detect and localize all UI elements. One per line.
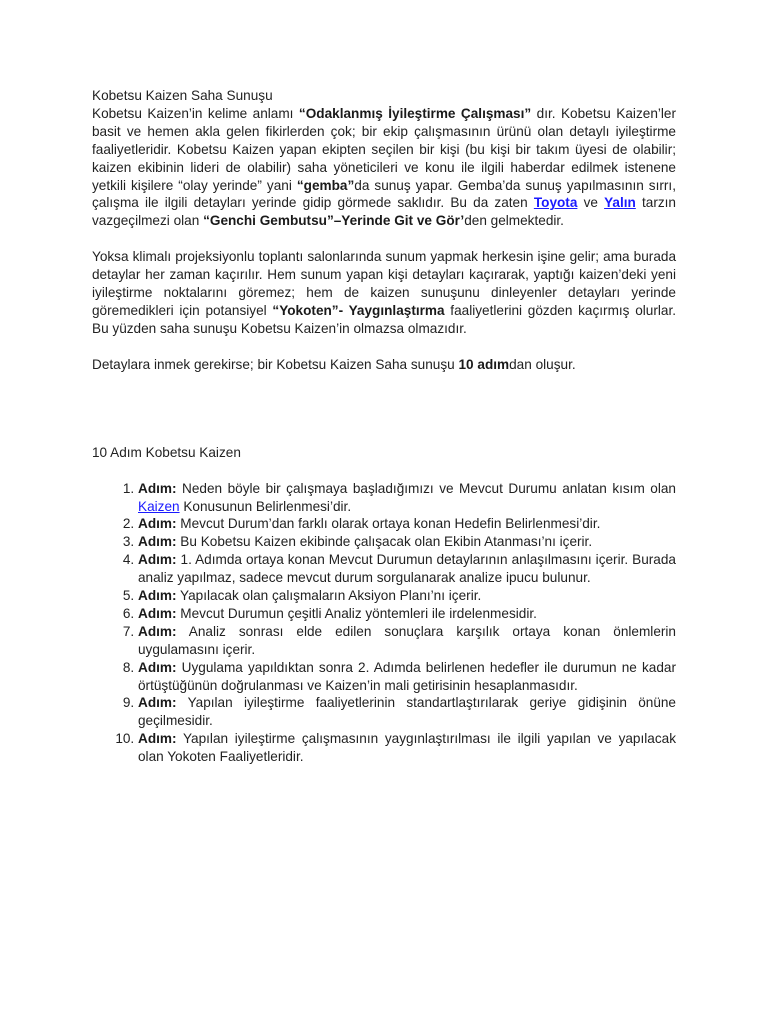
intro-text-3: da sunuş yapar. Gemba’da sunuş yapılmasının sırrı, çalışma ile ilgili detayları yerinde gidip görmede saklıdır. Bu da zaten <box>92 177 676 211</box>
yalin-link[interactable]: Yalın <box>604 195 636 211</box>
step-label: Adım: <box>138 588 177 604</box>
third-text-2: dan oluşur. <box>509 356 576 372</box>
intro-text-4: ve <box>577 195 605 211</box>
step-text: Yapılan iyileştirme çalışmasının yaygınlaştırılması ile ilgili yapılan ve yapılacak olan Yokoten Faaliyetleridir. <box>138 731 676 765</box>
step-item-5 <box>138 587 676 605</box>
step-item-7 <box>138 623 676 659</box>
intro-bold-1: “Odaklanmış İyileştirme Çalışması” <box>298 105 532 121</box>
section-gap <box>92 374 676 444</box>
intro-text-1: Kobetsu Kaizen’in kelime anlamı <box>92 105 299 121</box>
step-item-10 <box>138 730 676 766</box>
step-item-3 <box>138 533 676 551</box>
intro-text-5: tarzın vazgeçilmezi olan <box>92 195 676 229</box>
step-item-4 <box>138 551 676 587</box>
step-label: Adım: <box>138 605 177 621</box>
kaizen-link[interactable]: Kaizen <box>138 498 180 514</box>
step-item-2 <box>138 515 676 533</box>
intro-bold-3: “Genchi Gembutsu”–Yerinde Git ve Gör’ <box>203 213 465 229</box>
second-bold-1: “Yokoten”- Yaygınlaştırma <box>272 302 445 318</box>
step-label: Adım: <box>138 695 177 711</box>
step-text: 1. Adımda ortaya konan Mevcut Durumun detaylarının anlaşılmasını içerir. Burada analiz yapılmaz, sadece mevcut durum sorgulanarak analize ipucu bulunur. <box>138 552 676 586</box>
third-text-1: Detaylara inmek gerekirse; bir Kobetsu Kaizen Saha sunuşu <box>92 356 459 372</box>
intro-text-2: dır. Kobetsu Kaizen’ler basit ve hemen akla gelen fikirlerden çok; bir ekip çalışmasının ürünü olan detaylı iyileştirme faaliyetleridir. Kobetsu Kaizen yapan ekipten seçilen bir kişi (bu kişi bir takım üyesi de olabilir; kaizen ekibinin lideri de olabilir) saha yöneticileri ve konu ile ilgili haberdar edilmek istenene yetkili kişilere “olay yerinde” yani <box>92 105 677 193</box>
step-label: Adım: <box>138 480 177 496</box>
step-label: Adım: <box>138 516 177 532</box>
third-bold-1: 10 adım <box>458 356 510 372</box>
step-text: Neden böyle bir çalışmaya başladığımızı ve Mevcut Durumu anlatan kısım olan <box>176 480 676 496</box>
step-item-9 <box>138 694 676 730</box>
step-text: Mevcut Durumun çeşitli Analiz yöntemleri ile irdelenmesidir. <box>176 605 537 621</box>
step-label: Adım: <box>138 731 177 747</box>
second-paragraph <box>92 248 676 338</box>
second-text-2: faaliyetlerini gözden kaçırmış olurlar. Bu yüzden saha sunuşu Kobetsu Kaizen’in olmazsa olmazıdır. <box>92 302 677 336</box>
step-text: Bu Kobetsu Kaizen ekibinde çalışacak olan Ekibin Atanması’nı içerir. <box>176 534 593 550</box>
step-text: Yapılan iyileştirme faaliyetlerinin standartlaştırılarak geriye gidişinin önüne geçilmesidir. <box>138 695 676 729</box>
section-title: 10 Adım Kobetsu Kaizen <box>92 444 241 460</box>
step-label: Adım: <box>138 552 177 568</box>
step-text: Mevcut Durum’dan farklı olarak ortaya konan Hedefin Belirlenmesi’dir. <box>176 516 601 532</box>
intro-text-6: den gelmektedir. <box>464 213 564 229</box>
toyota-link[interactable]: Toyota <box>533 195 578 211</box>
intro-paragraph <box>92 105 676 230</box>
steps-list <box>92 480 676 767</box>
paragraph-gap <box>92 230 676 248</box>
second-text-1: Yoksa klimalı projeksiyonlu toplantı salonlarında sunum yapmak herkesin işine gelir; ama burada detaylar her zaman kaçırılır. Hem sunum yapan kişi detayları kaçırarak, yaptığı kaizen’deki yeni iyileştirme noktalarını göremez; hem de kaizen sunuşunu dinleyenler detayları yerinde göremedikleri için potansiyel <box>92 249 676 318</box>
step-item-1 <box>138 480 676 516</box>
step-text: Konusunun Belirlenmesi’dir. <box>179 498 352 514</box>
step-label: Adım: <box>138 659 177 675</box>
paragraph-gap <box>92 338 676 356</box>
step-text: Yapılacak olan çalışmaların Aksiyon Planı’nı içerir. <box>176 588 482 604</box>
step-label: Adım: <box>138 534 177 550</box>
document-title: Kobetsu Kaizen Saha Sunuşu <box>92 88 273 103</box>
third-paragraph <box>92 356 676 374</box>
intro-bold-2: “gemba” <box>296 177 355 193</box>
step-text: Uygulama yapıldıktan sonra 2. Adımda belirlenen hedefler ile durumun ne kadar örtüştüğünün doğrulanması ve Kaizen’in mali getirisinin hesaplanmasıdır. <box>138 659 676 693</box>
step-text: Analiz sonrası elde edilen sonuçlara karşılık ortaya konan önlemlerin uygulamasını içerir. <box>138 623 676 657</box>
step-item-8 <box>138 659 676 695</box>
step-item-6 <box>138 605 676 623</box>
step-label: Adım: <box>138 623 177 639</box>
